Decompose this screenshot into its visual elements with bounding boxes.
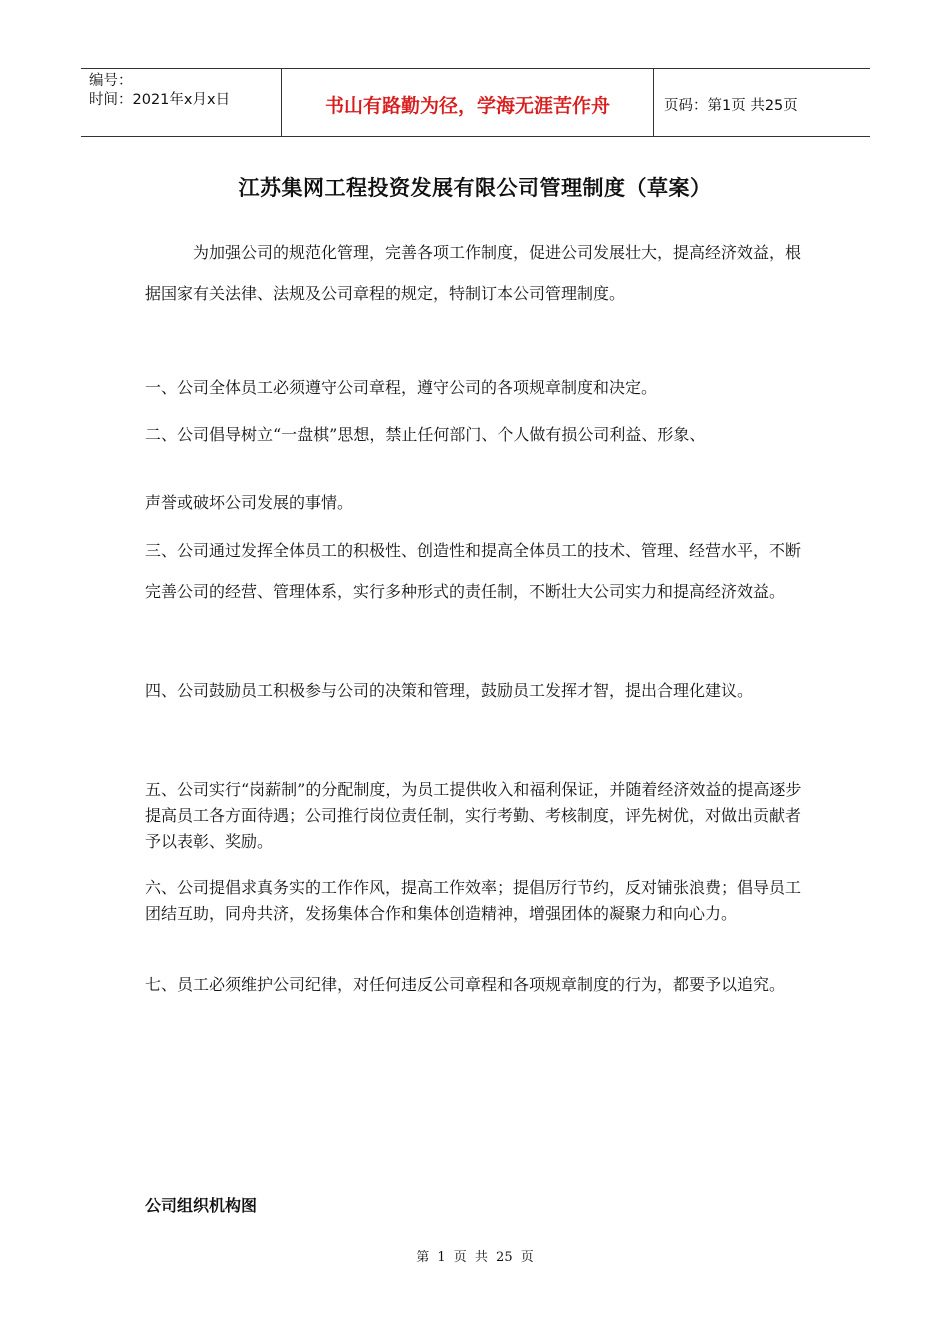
- item-4: 四、公司鼓励员工积极参与公司的决策和管理，鼓励员工发挥才智，提出合理化建议。: [145, 681, 754, 700]
- document-header: [81, 68, 870, 137]
- header-meta-cell: [81, 69, 282, 136]
- header-motto-cell: [282, 69, 654, 136]
- item-3: 三、公司通过发挥全体员工的积极性、创造性和提高全体员工的技术、管理、经营水平，不断完善公司的经营、管理体系，实行多种形式的责任制，不断壮大公司实力和提高经济效益。: [145, 541, 802, 601]
- motto-text: 书山有路勤为径，学海无涯苦作舟: [324, 95, 610, 117]
- time-label: 时间：2021年x月x日: [89, 92, 231, 108]
- page-info: 页码：第1页 共25页: [664, 98, 798, 114]
- item-7: 七、员工必须维护公司纪律，对任何违反公司章程和各项规章制度的行为，都要予以追究。: [145, 975, 786, 994]
- number-label: 编号：: [89, 73, 133, 89]
- item-2-part-a: 二、公司倡导树立“一盘棋”思想，禁止任何部门、个人做有损公司利益、形象、: [145, 425, 706, 444]
- page-footer: 第 1 页 共 25 页: [416, 1250, 534, 1265]
- document-title: 江苏集网工程投资发展有限公司管理制度（草案）: [238, 176, 712, 200]
- item-1: 一、公司全体员工必须遵守公司章程，遵守公司的各项规章制度和决定。: [145, 378, 658, 397]
- org-chart-heading: 公司组织机构图: [145, 1196, 258, 1215]
- item-5: 五、公司实行“岗薪制”的分配制度，为员工提供收入和福利保证，并随着经济效益的提高逐步提高员工各方面待遇；公司推行岗位责任制，实行考勤、考核制度，评先树优，对做出贡献者予以表彰、奖励。: [145, 780, 802, 851]
- item-2-part-b: 声誉或破坏公司发展的事情。: [145, 493, 354, 512]
- intro-paragraph: 为加强公司的规范化管理，完善各项工作制度，促进公司发展壮大，提高经济效益，根据国家有关法律、法规及公司章程的规定，特制订本公司管理制度。: [145, 243, 802, 303]
- header-page-cell: [654, 69, 870, 136]
- item-6: 六、公司提倡求真务实的工作作风，提高工作效率；提倡厉行节约，反对铺张浪费；倡导员工团结互助，同舟共济，发扬集体合作和集体创造精神，增强团体的凝聚力和向心力。: [145, 878, 802, 923]
